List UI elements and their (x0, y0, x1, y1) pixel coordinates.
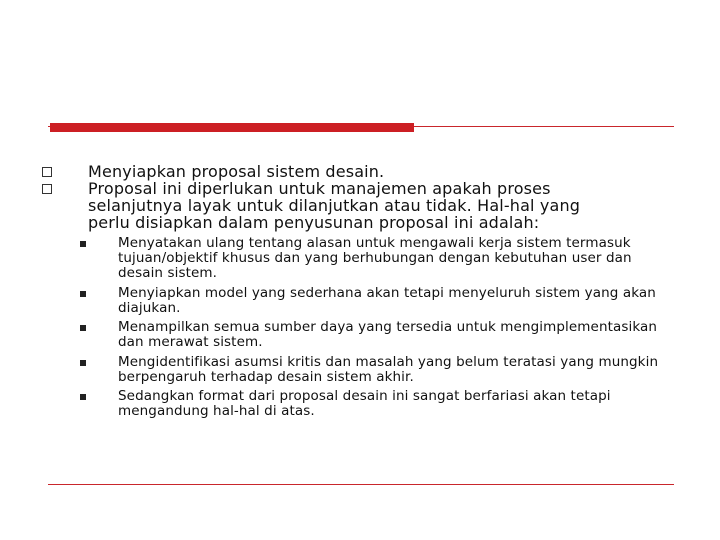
sub-bullet-text: Menampilkan semua sumber daya yang tersedia untuk mengimplementasikan dan merawat sistem. (118, 319, 658, 350)
solid-square-bullet-icon (80, 394, 86, 400)
hollow-square-bullet-icon (42, 184, 52, 194)
sub-bullet-text: Menyatakan ulang tentang alasan untuk mengawali kerja sistem termasuk tujuan/objektif khusus dan yang berhubungan dengan kebutuhan user dan desain sistem. (118, 235, 632, 281)
bullet-text: Proposal ini diperlukan untuk manajemen apakah proses selanjutnya layak untuk dilanjutkan atau tidak. Hal-hal yang perlu disiapkan dalam penyusunan proposal ini adalah: (88, 179, 581, 232)
solid-square-bullet-icon (80, 291, 86, 297)
bottom-divider-line (48, 484, 674, 485)
sub-bullet-text: Sedangkan format dari proposal desain ini sangat berfariasi akan tetapi mengandung hal-hal di atas. (118, 388, 611, 419)
sub-bullet-text: Menyiapkan model yang sederhana akan tetapi menyeluruh sistem yang akan diajukan. (118, 285, 656, 316)
solid-square-bullet-icon (80, 325, 86, 331)
solid-square-bullet-icon (80, 241, 86, 247)
sub-bullet-text: Mengidentifikasi asumsi kritis dan masalah yang belum teratasi yang mungkin berpengaruh terhadap desain sistem akhir. (118, 354, 659, 385)
solid-square-bullet-icon (80, 360, 86, 366)
top-accent-bar (50, 123, 414, 132)
hollow-square-bullet-icon (42, 167, 52, 177)
bullet-text: Menyiapkan proposal sistem desain. (88, 162, 385, 181)
